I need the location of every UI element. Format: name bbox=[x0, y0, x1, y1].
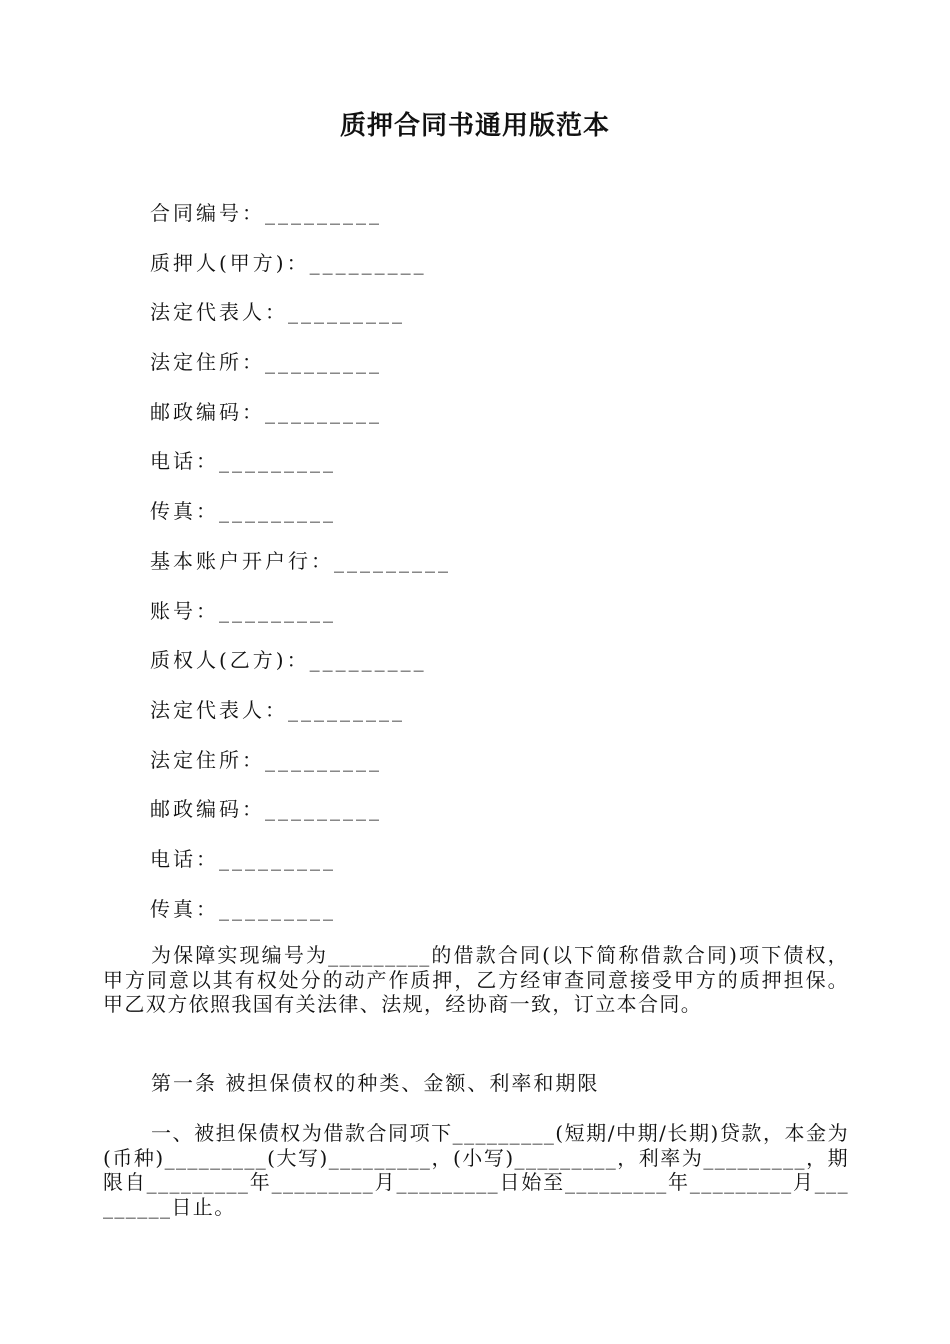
pledgee-postcode-field: 邮政编码：_________ bbox=[150, 797, 382, 822]
pledgor-bank-field: 基本账户开户行：_________ bbox=[150, 548, 451, 573]
pledgor-legal-rep-field: 法定代表人：_________ bbox=[150, 300, 405, 325]
intro-paragraph: 为保障实现编号为_________的借款合同(以下简称借款合同)项下债权，甲方同意以其有权处分的动产作质押，乙方经审查同意接受甲方的质押担保。甲乙双方依照我国有关法律、法规，经协商一致，订立本合同。 bbox=[103, 943, 849, 1016]
article-1-heading: 第一条 被担保债权的种类、金额、利率和期限 bbox=[151, 1071, 600, 1095]
pledgor-fax-field: 传真：_________ bbox=[150, 499, 336, 524]
pledgor-postcode-field: 邮政编码：_________ bbox=[150, 399, 382, 424]
article-1-clause-1: 一、被担保债权为借款合同项下_________(短期/中期/长期)贷款，本金为(币种)_________(大写)_________，(小写)_________，利率为_________，期限自_________年_________月_________日始至_________年_________月_________日止。 bbox=[103, 1121, 849, 1219]
pledgor-phone-field: 电话：_________ bbox=[150, 449, 336, 474]
contract-number-field: 合同编号：_________ bbox=[150, 201, 382, 225]
pledgee-phone-field: 电话：_________ bbox=[150, 846, 336, 871]
pledgor-account-field: 账号：_________ bbox=[150, 598, 336, 623]
party-fields bbox=[150, 196, 451, 941]
pledgee-field: 质权人(乙方)：_________ bbox=[150, 648, 427, 673]
pledgee-address-field: 法定住所：_________ bbox=[150, 747, 382, 772]
pledgee-legal-rep-field: 法定代表人：_________ bbox=[150, 697, 405, 722]
pledgor-address-field: 法定住所：_________ bbox=[150, 350, 382, 375]
document-title: 质押合同书通用版范本 bbox=[339, 111, 610, 141]
pledgor-field: 质押人(甲方)：_________ bbox=[150, 250, 427, 275]
pledgee-fax-field: 传真：_________ bbox=[150, 896, 336, 921]
